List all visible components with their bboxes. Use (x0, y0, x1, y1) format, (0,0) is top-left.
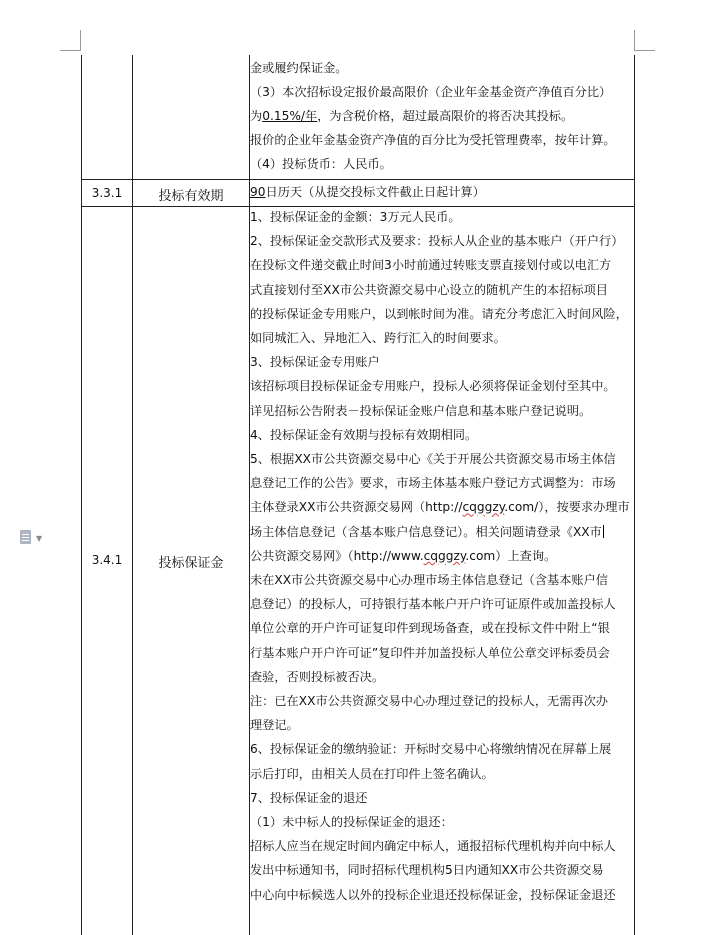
crop-mark-top-left-v (80, 30, 81, 51)
cell-line: 行基本账户开户许可证”复印件并加盖投标人单位公章交评标委员会 (250, 645, 610, 660)
cell-line: 2、投标保证金交款形式及要求：投标人从企业的基本账户（开户行） (250, 234, 624, 249)
cell-line: 未在XX市公共资源交易中心办理市场主体信息登记（含基本账户信 (250, 573, 608, 587)
chevron-down-icon[interactable]: ▼ (36, 534, 43, 543)
cell-line (250, 185, 485, 199)
cell-line: 注：已在XX市公共资源交易中心办理过登记的投标人，无需再次办 (250, 694, 608, 708)
cell-line: 详见招标公告附表－投标保证金账户信息和基本账户登记说明。 (250, 403, 592, 418)
max-price-rate: 0.15%/年 (262, 109, 318, 123)
cell-line-prefix: 为 (250, 109, 263, 123)
cell-line: 的投标保证金专用账户，以到帐时间为准。请充分考虑汇入时间风险， (250, 306, 628, 321)
cell-line: 1、投标保证金的金额：3万元人民币。 (250, 210, 461, 224)
cell-line: 理登记。 (250, 718, 299, 733)
cell-line: 报价的企业年金基金资产净值的百分比为受托管理费率，按年计算。 (250, 133, 616, 147)
cell-line: 中心向中标候选人以外的投标企业退还投标保证金，投标保证金退还 (250, 887, 616, 902)
cell-line: 招标人应当在规定时间内确定中标人，通报招标代理机构并向中标人 (250, 839, 616, 854)
cell-line: 式直接划付至XX市公共资源交易中心设立的随机产生的本招标项目 (250, 282, 608, 297)
cell-line: 7、投标保证金的退还 (250, 790, 368, 805)
row-number: 3.4.1 (91, 553, 123, 567)
cell-line (250, 109, 573, 123)
cell-line: （1）未中标人的投标保证金的退还： (250, 815, 453, 829)
cell-line: 5、根据XX市公共资源交易中心《关于开展公共资源交易市场主体信 (250, 452, 616, 466)
cell-line: 主体登录XX市公共资源交易网（http://cqggzy.com/），按要求办理市 (250, 500, 630, 515)
row-number: 3.3.1 (91, 186, 123, 200)
cell-line: 场主体信息登记（含基本账户信息登记）。相关问题请登录《XX市 (250, 524, 602, 539)
cell-line-suffix: ，为含税价格，超过最高限价的将否决其投标。 (317, 109, 574, 123)
cell-line: 示后打印，由相关人员在打印件上签名确认。 (250, 766, 494, 781)
cell-line: 在投标文件递交截止时间3小时前通过转账支票直接划付或以电汇方 (250, 258, 612, 273)
misspelled-word: cqggzy (423, 548, 466, 563)
validity-days: 90 (250, 185, 266, 199)
row-item: 投标保证金 (158, 556, 224, 571)
cell-line-suffix: 日历天（从提交投标文件截止日起计算） (265, 185, 485, 199)
cell-line: 息登记工作的公告》要求，市场主体基本账户登记方式调整为：市场 (250, 476, 616, 491)
cell-line: （3）本次招标设定报价最高限价（企业年金基金资产净值百分比） (250, 85, 612, 99)
cell-line: 3、投标保证金专用账户 (250, 355, 380, 370)
misspelled-word: cqggzy (462, 500, 505, 515)
text-cursor (603, 525, 604, 538)
cell-line: 金或履约保证金。 (250, 61, 348, 75)
cell-line: 6、投标保证金的缴纳验证：开标时交易中心将缴纳情况在屏幕上展 (250, 742, 612, 757)
crop-mark-top-right-h (634, 50, 655, 51)
cell-line: 单位公章的开户许可证复印件到现场备查，或在投标文件中附上“银 (250, 621, 610, 636)
requirements-table (81, 55, 635, 935)
crop-mark-top-left-h (60, 50, 81, 51)
cell-line: 查验，否则投标被否决。 (250, 669, 385, 684)
crop-mark-top-right-v (634, 30, 635, 51)
document-icon[interactable] (20, 530, 31, 544)
cell-line: （4）投标货币：人民币。 (250, 157, 392, 171)
cell-line: 如同城汇入、异地汇入、跨行汇入的时间要求。 (250, 331, 506, 345)
row-item: 投标有效期 (158, 189, 224, 204)
cell-line: 该招标项目投标保证金专用账户，投标人必须将保证金划付至其中。 (250, 379, 616, 394)
cell-line: 息登记）的投标人，可持银行基本帐户开户许可证原件或加盖投标人 (250, 597, 616, 612)
cell-line: 4、投标保证金有效期与投标有效期相同。 (250, 427, 478, 442)
cell-line: 发出中标通知书，同时招标代理机构5日内通知XX市公共资源交易 (250, 863, 604, 878)
cell-line: 公共资源交易网》（http://www.cqggzy.com）上查询。 (250, 548, 557, 563)
